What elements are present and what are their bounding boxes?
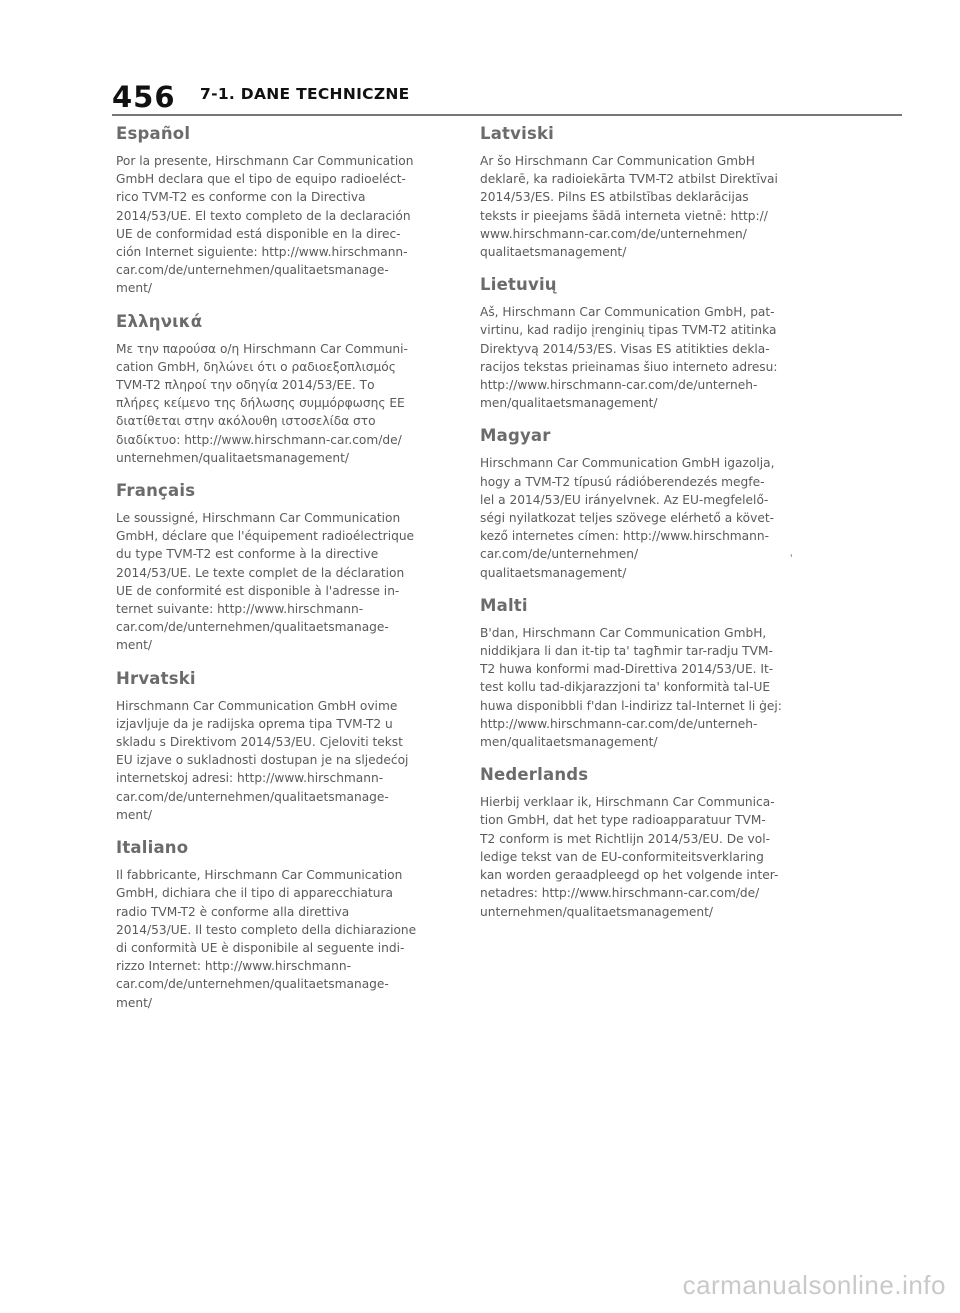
section-text: Hierbij verklaar ik, Hirschmann Car Communica- tion GmbH, dat het type radioapparatuur TVM- T2 conform is met Richtlijn 2014/53/EU. De vol- ledige tekst van de EU-conformiteitsverklaring kan worden geraadpleegd op het volgende inter- netadres: http://www.hirschmann-car.com/de/ unternehmen/qualitaetsmanagement/ <box>480 795 779 919</box>
section-text: Hirschmann Car Communication GmbH igazolja, hogy a TVM-T2 típusú rádióberendezés megfe- lel a 2014/53/EU irányelvnek. Az EU-megfelelő- ségi nyilatkozat teljes szövege elérhető a követ- kező internetes címen: http://www.hirschmann- car.com/de/unternehmen/ qualitaetsmanagement/ <box>480 456 775 580</box>
left-column <box>116 124 441 1026</box>
section-heading: Nederlands <box>480 765 589 785</box>
section-heading: Español <box>116 124 191 143</box>
page-number: 456 <box>112 80 176 114</box>
section-italiano <box>116 838 441 1012</box>
section-heading: Français <box>116 481 196 501</box>
header-rule <box>112 114 902 116</box>
section-text: Por la presente, Hirschmann Car Communication GmbH declara que el tipo de equipo radioeléct- rico TVM-T2 es conforme con la Directiva 2014/53/UE. El texto completo de la declaración UE de conformidad está disponible en la direc- ción Internet siguiente: http://www.hirschmann- car.com/de/unternehmen/qualitaetsmanage- ment/ <box>116 154 414 296</box>
section-magyar <box>480 426 792 581</box>
section-heading: Malti <box>480 595 528 615</box>
stray-mark: ʼ <box>790 552 793 566</box>
section-malti <box>480 596 792 751</box>
section-francais <box>116 481 441 655</box>
section-text: Il fabbricante, Hirschmann Car Communication GmbH, dichiara che il tipo di apparecchiatura radio TVM-T2 è conforme alla direttiva 2014/53/UE. Il testo completo della dichiarazione di conformità UE è disponibile al seguente indi- rizzo Internet: http://www.hirschmann- car.com/de/unternehmen/qualitaetsmanage- ment/ <box>116 868 417 1010</box>
section-text: Με την παρούσα ο/η Hirschmann Car Communi- cation GmbH, δηλώνει ότι ο ραδιοεξοπλισμός TVM-T2 πληροί την οδηγία 2014/53/ΕΕ. Το πλήρες κείμενο της δήλωσης συμμόρφωσης ΕΕ διατίθεται στην ακόλουθη ιστοσελίδα στο διαδίκτυο: http://www.hirschmann-car.com/de/ unternehmen/qualitaetsmanagement/ <box>116 341 408 465</box>
section-heading: Hrvatski <box>116 668 196 688</box>
section-heading: Ελληνικά <box>116 311 203 331</box>
section-text: Hirschmann Car Communication GmbH ovime izjavljuje da je radijska oprema tipa TVM-T2 u skladu s Direktivom 2014/53/EU. Cjeloviti tekst EU izjave o sukladnosti dostupan je na sljedećoj internetskoj adresi: http://www.hirschmann- car.com/de/unternehmen/qualitaetsmanage- ment/ <box>116 698 409 822</box>
watermark: carmanualsonline.info <box>682 1270 946 1300</box>
section-text: Aš, Hirschmann Car Communication GmbH, pat- virtinu, kad radijo įrenginių tipas TVM-T2 atitinka Direktyvą 2014/53/ES. Visas ES atitikties dekla- racijos tekstas prieinamas šiuo interneto adresu: http://www.hirschmann-car.com/de/unterneh- men/qualitaetsmanagement/ <box>480 305 778 411</box>
section-text: B'dan, Hirschmann Car Communication GmbH, niddikjara li dan it-tip ta' tagħmir tar-radju TVM- T2 huwa konformi mad-Direttiva 2014/53/UE. It- test kollu tad-dikjarazzjoni ta' konformità tal-UE huwa disponibbli f'dan l-indirizz tal-Internet li ġej: http://www.hirschmann-car.com/de/unterneh- men/qualitaetsmanagement/ <box>480 625 782 750</box>
section-heading: Magyar <box>480 426 551 446</box>
section-latviski <box>480 124 792 261</box>
right-column <box>480 124 792 935</box>
section-ellinika <box>116 312 441 467</box>
section-lietuviu <box>480 275 792 412</box>
section-text: Ar šo Hirschmann Car Communication GmbH deklarē, ka radioiekārta TVM-T2 atbilst Direktīvai 2014/53/ES. Pilns ES atbilstības deklarācijas teksts ir pieejams šādā interneta vietnē: http:// www.hirschmann-car.com/de/unternehmen/ qualitaetsmanagement/ <box>480 154 778 260</box>
page-header <box>112 76 902 116</box>
section-nederlands <box>480 765 792 920</box>
section-heading: Lietuvių <box>480 275 557 295</box>
section-text: Le soussigné, Hirschmann Car Communication GmbH, déclare que l'équipement radioélectrique du type TVM-T2 est conforme à la directive 2014/53/UE. Le texte complet de la déclaration UE de conformité est disponible à l'adresse in- ternet suivante: http://www.hirschmann- car.com/de/unternehmen/qualitaetsmanage- ment/ <box>116 511 415 653</box>
section-espanol <box>116 124 441 298</box>
section-heading: Italiano <box>116 838 189 858</box>
chapter-title: 7-1. DANE TECHNICZNE <box>200 85 410 103</box>
section-hrvatski <box>116 669 441 824</box>
section-heading: Latviski <box>480 124 554 143</box>
